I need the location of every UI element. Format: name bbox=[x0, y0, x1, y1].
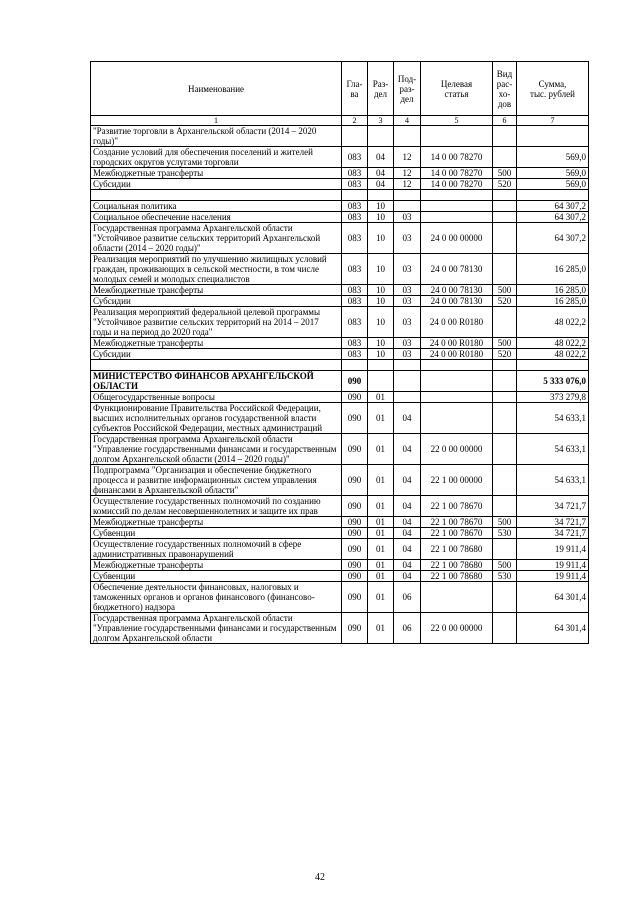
cell-glava: 083 bbox=[342, 349, 368, 360]
cell-expense-type: 500 bbox=[493, 560, 517, 571]
cell-glava bbox=[342, 360, 368, 371]
cell-razdel: 10 bbox=[368, 285, 394, 296]
cell-name: Субсидии bbox=[91, 179, 342, 190]
cell-name: Социальное обеспечение населения bbox=[91, 212, 342, 223]
cell-name: Обеспечение деятельности финансовых, налоговых и таможенных органов и органов финансового (финансово-бюджетного) надзора bbox=[91, 582, 342, 613]
cell-name: Межбюджетные трансферты bbox=[91, 285, 342, 296]
cell-glava: 083 bbox=[342, 307, 368, 338]
cell-razdel: 01 bbox=[368, 434, 394, 465]
column-number: 3 bbox=[368, 116, 394, 126]
cell-target: 24 0 00 R0180 bbox=[421, 307, 493, 338]
cell-name: Функционирование Правительства Российской Федерации, высших исполнительных органов государственной власти субъектов Российской Федерации, местных администраций bbox=[91, 403, 342, 434]
cell-podrazdel: 04 bbox=[394, 560, 421, 571]
cell-sum bbox=[517, 190, 589, 201]
table-body bbox=[91, 126, 589, 644]
cell-expense-type: 500 bbox=[493, 285, 517, 296]
cell-name: Межбюджетные трансферты bbox=[91, 560, 342, 571]
cell-expense-type bbox=[493, 307, 517, 338]
cell-podrazdel bbox=[394, 190, 421, 201]
cell-sum: 48 022,2 bbox=[517, 307, 589, 338]
cell-podrazdel: 03 bbox=[394, 285, 421, 296]
cell-podrazdel: 03 bbox=[394, 296, 421, 307]
cell-name: Субсидии bbox=[91, 296, 342, 307]
cell-razdel: 10 bbox=[368, 212, 394, 223]
cell-name: Субсидии bbox=[91, 349, 342, 360]
table-row bbox=[91, 539, 589, 560]
cell-razdel bbox=[368, 126, 394, 147]
cell-glava: 083 bbox=[342, 201, 368, 212]
cell-sum: 569,0 bbox=[517, 147, 589, 168]
cell-target: 22 0 00 00000 bbox=[421, 434, 493, 465]
cell-razdel: 10 bbox=[368, 201, 394, 212]
table-row bbox=[91, 360, 589, 371]
cell-target: 24 0 00 78130 bbox=[421, 296, 493, 307]
cell-expense-type bbox=[493, 582, 517, 613]
cell-sum: 54 633,1 bbox=[517, 403, 589, 434]
cell-target: 22 1 00 78670 bbox=[421, 517, 493, 528]
cell-razdel: 04 bbox=[368, 179, 394, 190]
cell-podrazdel: 04 bbox=[394, 465, 421, 496]
table-row bbox=[91, 285, 589, 296]
cell-name: "Развитие торговли в Архангельской области (2014 – 2020 годы)" bbox=[91, 126, 342, 147]
cell-podrazdel bbox=[394, 360, 421, 371]
cell-expense-type bbox=[493, 254, 517, 285]
cell-razdel: 04 bbox=[368, 147, 394, 168]
cell-sum: 48 022,2 bbox=[517, 338, 589, 349]
cell-name: Межбюджетные трансферты bbox=[91, 338, 342, 349]
cell-razdel: 01 bbox=[368, 403, 394, 434]
cell-sum bbox=[517, 360, 589, 371]
cell-target: 22 0 00 00000 bbox=[421, 613, 493, 644]
table-row bbox=[91, 465, 589, 496]
cell-sum: 64 307,2 bbox=[517, 201, 589, 212]
cell-target: 22 1 00 78680 bbox=[421, 571, 493, 582]
column-number: 1 bbox=[91, 116, 342, 126]
cell-podrazdel: 04 bbox=[394, 434, 421, 465]
cell-expense-type bbox=[493, 371, 517, 392]
cell-glava: 090 bbox=[342, 371, 368, 392]
header-expense-type: Вид рас- хо- дов bbox=[493, 62, 517, 116]
cell-target bbox=[421, 360, 493, 371]
cell-sum: 64 301,4 bbox=[517, 582, 589, 613]
cell-podrazdel: 12 bbox=[394, 179, 421, 190]
cell-name: Социальная политика bbox=[91, 201, 342, 212]
cell-razdel bbox=[368, 190, 394, 201]
cell-sum: 569,0 bbox=[517, 179, 589, 190]
cell-name: Субвенции bbox=[91, 528, 342, 539]
cell-target: 22 1 00 00000 bbox=[421, 465, 493, 496]
cell-podrazdel: 04 bbox=[394, 517, 421, 528]
table-row bbox=[91, 517, 589, 528]
cell-glava: 090 bbox=[342, 517, 368, 528]
cell-target: 24 0 00 78130 bbox=[421, 285, 493, 296]
table-row bbox=[91, 179, 589, 190]
column-number: 7 bbox=[517, 116, 589, 126]
cell-glava: 083 bbox=[342, 212, 368, 223]
cell-expense-type: 520 bbox=[493, 179, 517, 190]
table-row bbox=[91, 392, 589, 403]
cell-expense-type bbox=[493, 613, 517, 644]
cell-glava: 090 bbox=[342, 613, 368, 644]
cell-expense-type bbox=[493, 190, 517, 201]
cell-target: 22 1 00 78670 bbox=[421, 528, 493, 539]
cell-target bbox=[421, 190, 493, 201]
cell-razdel bbox=[368, 371, 394, 392]
cell-expense-type bbox=[493, 360, 517, 371]
cell-glava: 090 bbox=[342, 392, 368, 403]
cell-podrazdel: 04 bbox=[394, 539, 421, 560]
cell-glava bbox=[342, 126, 368, 147]
cell-sum: 54 633,1 bbox=[517, 465, 589, 496]
cell-target: 24 0 00 R0180 bbox=[421, 349, 493, 360]
cell-glava: 090 bbox=[342, 560, 368, 571]
cell-expense-type bbox=[493, 126, 517, 147]
cell-sum: 54 633,1 bbox=[517, 434, 589, 465]
table-row bbox=[91, 201, 589, 212]
table-row bbox=[91, 212, 589, 223]
cell-expense-type: 500 bbox=[493, 338, 517, 349]
cell-target bbox=[421, 403, 493, 434]
cell-name: Реализация мероприятий федеральной целевой программы "Устойчивое развитие сельских территорий на 2014 – 2017 годы и на период до 2020 года" bbox=[91, 307, 342, 338]
cell-name: Межбюджетные трансферты bbox=[91, 517, 342, 528]
cell-glava: 090 bbox=[342, 403, 368, 434]
cell-sum: 64 307,2 bbox=[517, 223, 589, 254]
cell-podrazdel: 12 bbox=[394, 168, 421, 179]
column-number: 2 bbox=[342, 116, 368, 126]
cell-target: 22 1 00 78670 bbox=[421, 496, 493, 517]
cell-razdel: 01 bbox=[368, 528, 394, 539]
cell-podrazdel: 03 bbox=[394, 212, 421, 223]
cell-sum: 19 911,4 bbox=[517, 571, 589, 582]
header-razdel: Раз- дел bbox=[368, 62, 394, 116]
cell-expense-type bbox=[493, 465, 517, 496]
table-row bbox=[91, 168, 589, 179]
cell-target: 14 0 00 78270 bbox=[421, 179, 493, 190]
cell-target bbox=[421, 582, 493, 613]
cell-razdel: 01 bbox=[368, 392, 394, 403]
cell-podrazdel bbox=[394, 126, 421, 147]
table-row bbox=[91, 126, 589, 147]
cell-glava bbox=[342, 190, 368, 201]
table-row bbox=[91, 528, 589, 539]
cell-name: Осуществление государственных полномочий в сфере административных правонарушений bbox=[91, 539, 342, 560]
cell-sum: 569,0 bbox=[517, 168, 589, 179]
cell-expense-type bbox=[493, 496, 517, 517]
header-podrazdel: Под- раз- дел bbox=[394, 62, 421, 116]
cell-name: Государственная программа Архангельской области "Управление государственными финансами и государственным долгом Архангельской области (2014 – 2020 годы)" bbox=[91, 434, 342, 465]
cell-sum: 373 279,8 bbox=[517, 392, 589, 403]
cell-name: Государственная программа Архангельской области "Устойчивое развитие сельских территорий Архангельской области (2014 – 2020 годы)" bbox=[91, 223, 342, 254]
cell-name: Подпрограмма "Организация и обеспечение бюджетного процесса и развитие информационных систем управления финансами в Архангельской области" bbox=[91, 465, 342, 496]
cell-sum: 34 721,7 bbox=[517, 517, 589, 528]
cell-glava: 090 bbox=[342, 571, 368, 582]
cell-razdel: 10 bbox=[368, 223, 394, 254]
cell-glava: 083 bbox=[342, 147, 368, 168]
cell-glava: 083 bbox=[342, 168, 368, 179]
table-row bbox=[91, 613, 589, 644]
cell-target bbox=[421, 126, 493, 147]
cell-target bbox=[421, 371, 493, 392]
table-row bbox=[91, 147, 589, 168]
table-row bbox=[91, 349, 589, 360]
cell-podrazdel: 03 bbox=[394, 349, 421, 360]
cell-glava: 090 bbox=[342, 434, 368, 465]
cell-glava: 083 bbox=[342, 296, 368, 307]
cell-expense-type bbox=[493, 539, 517, 560]
cell-razdel: 10 bbox=[368, 338, 394, 349]
cell-sum: 16 285,0 bbox=[517, 296, 589, 307]
cell-sum: 48 022,2 bbox=[517, 349, 589, 360]
cell-target: 24 0 00 78130 bbox=[421, 254, 493, 285]
cell-glava: 090 bbox=[342, 496, 368, 517]
cell-expense-type: 500 bbox=[493, 517, 517, 528]
cell-target: 14 0 00 78270 bbox=[421, 168, 493, 179]
cell-target: 14 0 00 78270 bbox=[421, 147, 493, 168]
cell-glava: 083 bbox=[342, 285, 368, 296]
cell-name: Реализация мероприятий по улучшению жилищных условий граждан, проживающих в сельской местности, в том числе молодых семей и молодых специалистов bbox=[91, 254, 342, 285]
cell-razdel: 01 bbox=[368, 465, 394, 496]
table-row bbox=[91, 434, 589, 465]
cell-podrazdel: 06 bbox=[394, 582, 421, 613]
cell-expense-type: 530 bbox=[493, 571, 517, 582]
cell-glava: 083 bbox=[342, 338, 368, 349]
cell-name: МИНИСТЕРСТВО ФИНАНСОВ АРХАНГЕЛЬСКОЙ ОБЛАСТИ bbox=[91, 371, 342, 392]
cell-glava: 090 bbox=[342, 465, 368, 496]
column-number: 5 bbox=[421, 116, 493, 126]
cell-podrazdel bbox=[394, 392, 421, 403]
cell-podrazdel: 04 bbox=[394, 403, 421, 434]
table-row bbox=[91, 296, 589, 307]
table-row bbox=[91, 223, 589, 254]
cell-expense-type bbox=[493, 212, 517, 223]
cell-razdel: 10 bbox=[368, 349, 394, 360]
cell-glava: 090 bbox=[342, 582, 368, 613]
cell-expense-type bbox=[493, 434, 517, 465]
cell-razdel: 10 bbox=[368, 307, 394, 338]
cell-expense-type bbox=[493, 403, 517, 434]
cell-target bbox=[421, 392, 493, 403]
cell-target: 22 1 00 78680 bbox=[421, 539, 493, 560]
cell-sum: 16 285,0 bbox=[517, 254, 589, 285]
cell-name: Общегосударственные вопросы bbox=[91, 392, 342, 403]
cell-expense-type bbox=[493, 201, 517, 212]
cell-sum: 34 721,7 bbox=[517, 496, 589, 517]
cell-expense-type: 520 bbox=[493, 296, 517, 307]
table-row bbox=[91, 560, 589, 571]
table-row bbox=[91, 582, 589, 613]
cell-name: Субвенции bbox=[91, 571, 342, 582]
cell-razdel: 10 bbox=[368, 296, 394, 307]
cell-expense-type bbox=[493, 392, 517, 403]
cell-expense-type: 520 bbox=[493, 349, 517, 360]
cell-podrazdel: 03 bbox=[394, 338, 421, 349]
cell-podrazdel: 03 bbox=[394, 307, 421, 338]
cell-glava: 083 bbox=[342, 254, 368, 285]
cell-expense-type bbox=[493, 223, 517, 254]
cell-razdel: 01 bbox=[368, 560, 394, 571]
cell-podrazdel: 03 bbox=[394, 254, 421, 285]
cell-razdel: 10 bbox=[368, 254, 394, 285]
cell-podrazdel: 12 bbox=[394, 147, 421, 168]
table-row bbox=[91, 403, 589, 434]
cell-sum bbox=[517, 126, 589, 147]
cell-target bbox=[421, 201, 493, 212]
column-number: 4 bbox=[394, 116, 421, 126]
table-header-row bbox=[91, 62, 589, 116]
cell-podrazdel bbox=[394, 201, 421, 212]
cell-name: Осуществление государственных полномочий по созданию комиссий по делам несовершеннолетних и защите их прав bbox=[91, 496, 342, 517]
cell-glava: 083 bbox=[342, 179, 368, 190]
cell-razdel: 01 bbox=[368, 539, 394, 560]
cell-podrazdel bbox=[394, 371, 421, 392]
page-number: 42 bbox=[315, 872, 325, 883]
cell-podrazdel: 04 bbox=[394, 496, 421, 517]
cell-expense-type: 530 bbox=[493, 528, 517, 539]
cell-razdel: 01 bbox=[368, 517, 394, 528]
cell-podrazdel: 03 bbox=[394, 223, 421, 254]
cell-razdel: 01 bbox=[368, 496, 394, 517]
cell-sum: 16 285,0 bbox=[517, 285, 589, 296]
cell-razdel: 04 bbox=[368, 168, 394, 179]
cell-sum: 19 911,4 bbox=[517, 539, 589, 560]
cell-razdel bbox=[368, 360, 394, 371]
table-row bbox=[91, 190, 589, 201]
header-sum: Сумма, тыс. рублей bbox=[517, 62, 589, 116]
cell-glava: 083 bbox=[342, 223, 368, 254]
table-row bbox=[91, 496, 589, 517]
cell-target: 24 0 00 R0180 bbox=[421, 338, 493, 349]
cell-sum: 64 307,2 bbox=[517, 212, 589, 223]
cell-sum: 64 301,4 bbox=[517, 613, 589, 644]
table-row bbox=[91, 338, 589, 349]
cell-sum: 19 911,4 bbox=[517, 560, 589, 571]
table-row bbox=[91, 307, 589, 338]
cell-razdel: 01 bbox=[368, 582, 394, 613]
cell-expense-type: 500 bbox=[493, 168, 517, 179]
header-glava: Гла- ва bbox=[342, 62, 368, 116]
cell-target: 22 1 00 78680 bbox=[421, 560, 493, 571]
cell-name: Создание условий для обеспечения поселений и жителей городских округов услугами торговли bbox=[91, 147, 342, 168]
cell-sum: 5 333 076,0 bbox=[517, 371, 589, 392]
cell-target bbox=[421, 212, 493, 223]
cell-expense-type bbox=[493, 147, 517, 168]
cell-name: Государственная программа Архангельской области "Управление государственными финансами и государственным долгом Архангельской области bbox=[91, 613, 342, 644]
header-target: Целевая статья bbox=[421, 62, 493, 116]
cell-target: 24 0 00 00000 bbox=[421, 223, 493, 254]
cell-name: Межбюджетные трансферты bbox=[91, 168, 342, 179]
cell-sum: 34 721,7 bbox=[517, 528, 589, 539]
table-row bbox=[91, 371, 589, 392]
table-row bbox=[91, 254, 589, 285]
column-numbers-row bbox=[91, 116, 589, 126]
cell-name bbox=[91, 360, 342, 371]
cell-razdel: 01 bbox=[368, 613, 394, 644]
cell-razdel: 01 bbox=[368, 571, 394, 582]
cell-podrazdel: 04 bbox=[394, 571, 421, 582]
budget-table bbox=[90, 61, 589, 644]
header-name: Наименование bbox=[91, 62, 342, 116]
column-number: 6 bbox=[493, 116, 517, 126]
cell-podrazdel: 06 bbox=[394, 613, 421, 644]
cell-glava: 090 bbox=[342, 528, 368, 539]
table-row bbox=[91, 571, 589, 582]
cell-name bbox=[91, 190, 342, 201]
cell-podrazdel: 04 bbox=[394, 528, 421, 539]
cell-glava: 090 bbox=[342, 539, 368, 560]
